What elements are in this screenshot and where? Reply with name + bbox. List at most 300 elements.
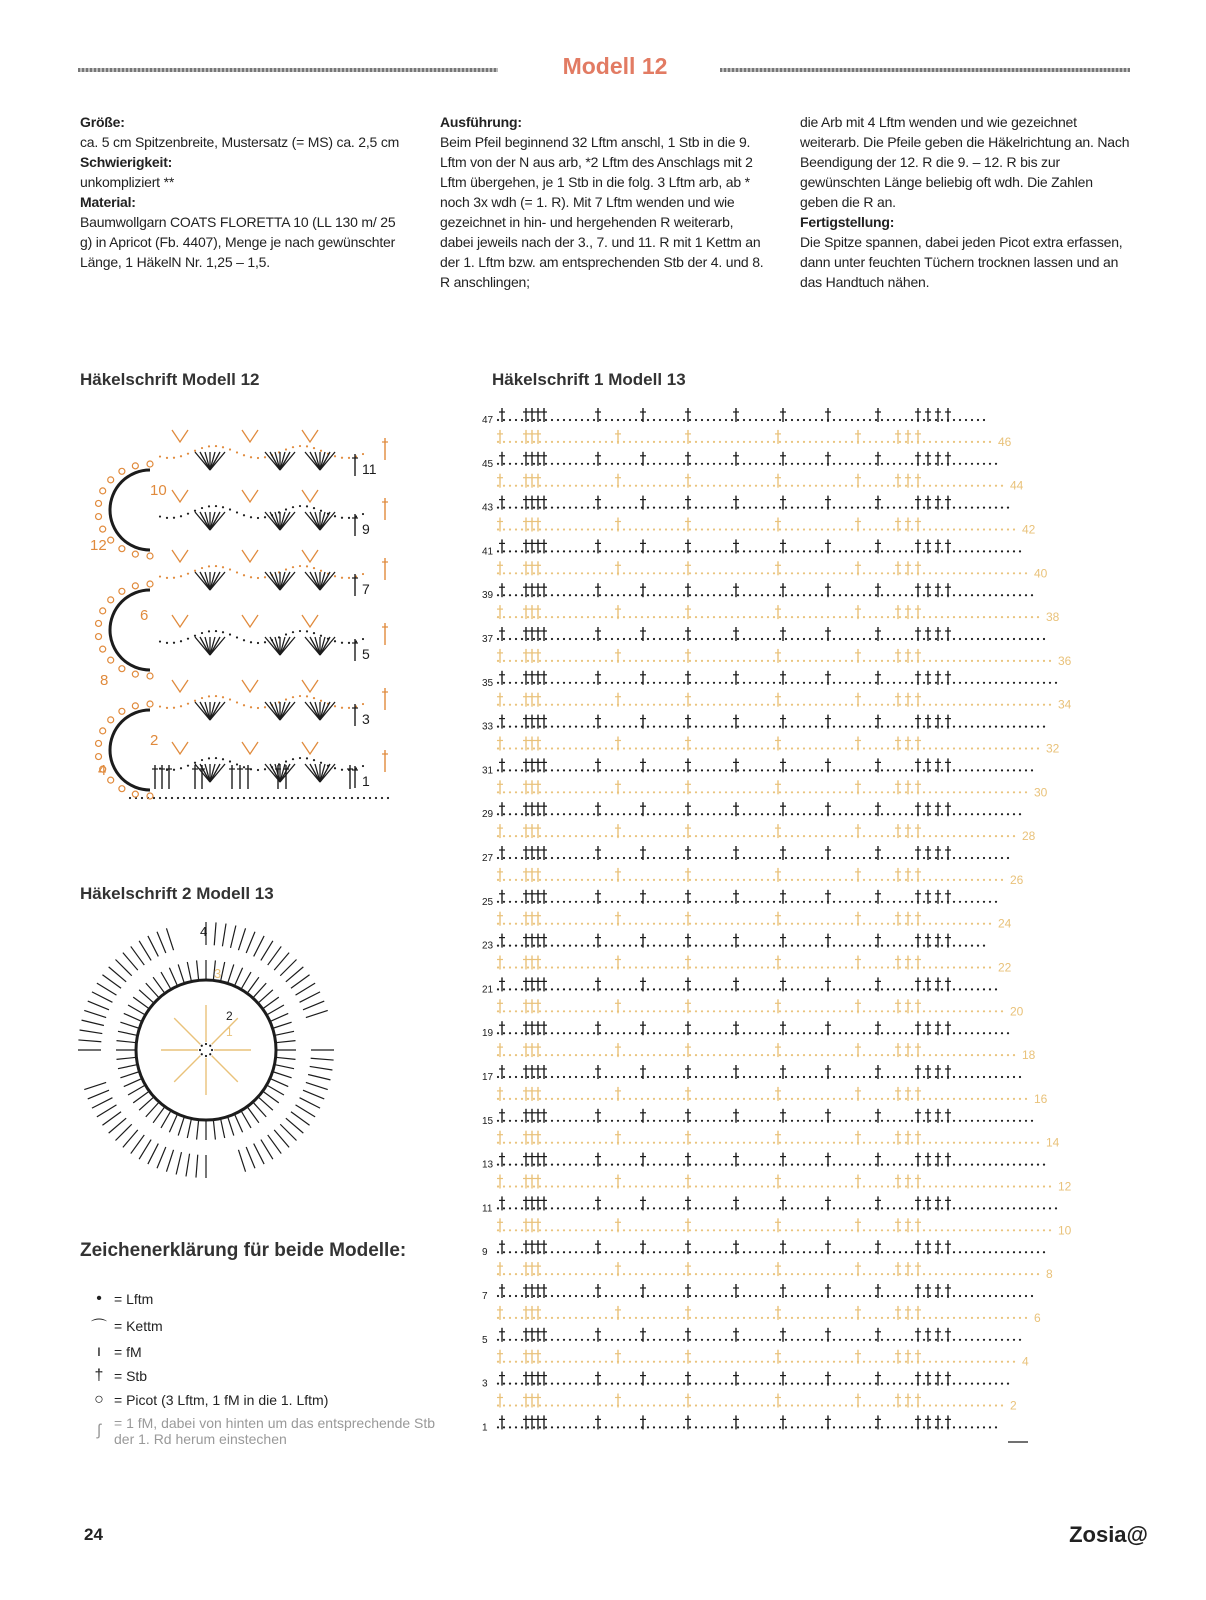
stitch-lftm <box>545 1054 547 1056</box>
stitch-lftm <box>653 879 655 881</box>
stitch-lftm <box>533 441 535 443</box>
stitch-lftm <box>971 441 973 443</box>
row-label: 8 <box>100 672 109 689</box>
stitch-lftm <box>575 857 577 859</box>
stitch-lftm <box>911 1164 913 1166</box>
stitch-lftm <box>569 463 571 465</box>
stitch-lftm <box>575 507 577 509</box>
stitch-lftm <box>527 507 529 509</box>
stitch-lftm <box>497 682 499 684</box>
stitch-lftm <box>923 1142 925 1144</box>
stitch-lftm <box>935 638 937 640</box>
stitch-lftm <box>539 879 541 881</box>
stitch-lftm <box>515 1207 517 1209</box>
stitch-lftm <box>953 550 955 552</box>
stitch-lftm <box>719 1120 721 1122</box>
stitch-lftm <box>527 550 529 552</box>
stitch-lftm <box>761 1120 763 1122</box>
stitch-lftm <box>521 1010 523 1012</box>
stitch-lftm <box>995 901 997 903</box>
stitch-lftm <box>581 1076 583 1078</box>
stitch-lftm <box>755 419 757 421</box>
stitch-lftm <box>497 594 499 596</box>
stitch-lftm <box>515 769 517 771</box>
stitch-lftm <box>773 528 775 530</box>
stitch-lftm <box>737 945 739 947</box>
stitch-lftm <box>941 1076 943 1078</box>
stitch-lftm <box>881 419 883 421</box>
stitch-lftm <box>779 879 781 881</box>
stitch-lftm <box>677 1010 679 1012</box>
stitch-lftm <box>1013 1054 1015 1056</box>
stitch-lftm <box>761 1032 763 1034</box>
stitch-lftm <box>569 528 571 530</box>
stitch-lftm <box>539 1032 541 1034</box>
stitch-lftm <box>995 550 997 552</box>
stitch-lftm <box>683 550 685 552</box>
stitch-lftm <box>791 1010 793 1012</box>
stitch-lftm <box>581 1054 583 1056</box>
stitch-lftm <box>611 1010 613 1012</box>
stitch-lftm <box>533 1207 535 1209</box>
stitch-lftm <box>551 1185 553 1187</box>
stitch-lftm <box>521 1076 523 1078</box>
stitch-lftm <box>785 857 787 859</box>
stitch-lftm <box>923 572 925 574</box>
stitch-lftm <box>635 988 637 990</box>
stitch-lftm <box>327 797 329 799</box>
stitch-lftm <box>977 1054 979 1056</box>
stitch-lftm <box>923 1076 925 1078</box>
stitch-lftm <box>551 704 553 706</box>
stitch-lftm <box>953 1229 955 1231</box>
stitch-lftm <box>749 835 751 837</box>
stitch-lftm <box>629 1076 631 1078</box>
stitch-lftm <box>671 572 673 574</box>
stitch-lftm <box>1013 747 1015 749</box>
stitch-lftm <box>779 638 781 640</box>
stitch-lftm <box>683 945 685 947</box>
stitch-lftm <box>320 635 322 637</box>
stitch-lftm <box>941 835 943 837</box>
stitch-lftm <box>719 1251 721 1253</box>
stitch-lftm <box>509 1229 511 1231</box>
stitch-lftm <box>821 966 823 968</box>
stitch-lftm <box>581 1229 583 1231</box>
stitch-lftm <box>815 419 817 421</box>
stitch-lftm <box>887 1164 889 1166</box>
stitch-lftm <box>593 441 595 443</box>
stitch-lftm <box>623 528 625 530</box>
stitch-lftm <box>647 988 649 990</box>
row-label: 29 <box>482 809 494 821</box>
stitch-lftm <box>515 1142 517 1144</box>
stitch-lftm <box>743 704 745 706</box>
stitch-lftm <box>497 704 499 706</box>
stitch-lftm <box>779 1098 781 1100</box>
stitch-lftm <box>965 901 967 903</box>
stitch-lftm <box>893 1164 895 1166</box>
stitch-lftm <box>503 1054 505 1056</box>
stitch-lftm <box>785 528 787 530</box>
stitch-lftm <box>629 594 631 596</box>
stitch-lftm <box>713 747 715 749</box>
stitch-lftm <box>653 419 655 421</box>
stitch-lftm <box>725 463 727 465</box>
stitch-lftm <box>563 1185 565 1187</box>
stitch-lftm <box>887 1098 889 1100</box>
stitch-lftm <box>881 966 883 968</box>
stitch-lftm <box>611 660 613 662</box>
stitch-lftm <box>215 565 217 567</box>
stitch-lftm <box>581 594 583 596</box>
stitch-lftm <box>989 616 991 618</box>
stitch-lftm <box>1013 1185 1015 1187</box>
stitch-lftm <box>1031 1251 1033 1253</box>
stitch-lftm <box>689 660 691 662</box>
stitch-lftm <box>851 1251 853 1253</box>
stitch-lftm <box>539 1054 541 1056</box>
stitch-lftm <box>755 813 757 815</box>
stitch-lftm <box>677 572 679 574</box>
stitch-lftm <box>557 616 559 618</box>
stitch-lftm <box>653 441 655 443</box>
stitch-lftm <box>839 1054 841 1056</box>
stitch-lftm <box>905 1054 907 1056</box>
stitch-lftm <box>923 463 925 465</box>
stitch-lftm <box>755 857 757 859</box>
stitch-lftm <box>773 1164 775 1166</box>
stitch-lftm <box>521 813 523 815</box>
stitch-lftm <box>809 572 811 574</box>
stitch-lftm <box>593 1251 595 1253</box>
stitch-lftm <box>683 507 685 509</box>
stitch-lftm <box>177 797 179 799</box>
stitch-lftm <box>563 791 565 793</box>
stitch-lftm <box>863 1251 865 1253</box>
stitch-lftm <box>215 695 217 697</box>
stitch-lftm <box>935 660 937 662</box>
stitch-lftm <box>629 726 631 728</box>
side-arc <box>110 470 150 550</box>
stitch-lftm <box>827 485 829 487</box>
stitch-lftm <box>731 1076 733 1078</box>
stitch-lftm <box>911 1229 913 1231</box>
stitch-lftm <box>833 1185 835 1187</box>
stitch-lftm <box>647 1098 649 1100</box>
stitch-lftm <box>725 1054 727 1056</box>
stitch-lftm <box>369 797 371 799</box>
stitch-lftm <box>755 463 757 465</box>
stitch-lftm <box>821 879 823 881</box>
stitch-lftm <box>527 769 529 771</box>
stitch-lftm <box>983 572 985 574</box>
stitch-lftm <box>983 857 985 859</box>
stitch-lftm <box>857 726 859 728</box>
stitch-lftm <box>929 988 931 990</box>
stitch-lftm <box>497 835 499 837</box>
stitch-lftm <box>159 705 161 707</box>
stitch-lftm <box>977 726 979 728</box>
stitch-lftm <box>803 572 805 574</box>
stitch-lftm <box>923 791 925 793</box>
stitch-lftm <box>785 1076 787 1078</box>
stitch-lftm <box>911 1185 913 1187</box>
stitch-lftm <box>701 704 703 706</box>
stitch-lftm <box>1019 1207 1021 1209</box>
stitch-lftm <box>557 1098 559 1100</box>
stitch-lftm <box>659 1098 661 1100</box>
stitch-lftm <box>719 1229 721 1231</box>
stitch-lftm <box>527 1251 529 1253</box>
stitch-lftm <box>707 857 709 859</box>
stitch-lftm <box>387 797 389 799</box>
chart13-1-heading: Häkelschrift 1 Modell 13 <box>492 370 686 389</box>
stitch-lftm <box>845 1076 847 1078</box>
stitch-lftm <box>1007 682 1009 684</box>
stitch-lftm <box>911 616 913 618</box>
stitch-lftm <box>713 901 715 903</box>
stitch-lftm <box>881 1164 883 1166</box>
stitch-lftm <box>533 485 535 487</box>
stitch-lftm <box>935 1164 937 1166</box>
stitch-lftm <box>194 450 196 452</box>
stitch-lftm <box>545 594 547 596</box>
stitch-lftm <box>533 879 535 881</box>
stitch-lftm <box>1007 704 1009 706</box>
stitch-lftm <box>587 769 589 771</box>
stitch-lftm <box>581 704 583 706</box>
stitch-lftm <box>629 638 631 640</box>
stitch-lftm <box>821 1229 823 1231</box>
stitch-lftm <box>743 1185 745 1187</box>
stitch-lftm <box>929 879 931 881</box>
stitch-lftm <box>827 616 829 618</box>
stitch-lftm <box>959 769 961 771</box>
stitch-lftm <box>569 507 571 509</box>
stitch-lftm <box>833 966 835 968</box>
stitch-lftm <box>995 572 997 574</box>
stitch-lftm <box>887 485 889 487</box>
stitch-lftm <box>605 1164 607 1166</box>
stitch-lftm <box>611 791 613 793</box>
stitch-lftm <box>941 1098 943 1100</box>
stitch-lftm <box>593 419 595 421</box>
stitch-lftm <box>743 660 745 662</box>
stitch-lftm <box>635 791 637 793</box>
stitch-lftm <box>989 550 991 552</box>
stitch-lftm <box>791 1032 793 1034</box>
stitch-lftm <box>731 1142 733 1144</box>
stitch-lftm <box>527 945 529 947</box>
stitch-lftm <box>623 769 625 771</box>
stitch-lftm <box>659 638 661 640</box>
material-heading: Material: <box>80 194 136 210</box>
stitch-lftm <box>875 988 877 990</box>
stitch-lftm <box>749 572 751 574</box>
stitch-lftm <box>569 660 571 662</box>
stitch-lftm <box>539 923 541 925</box>
stitch-lftm <box>995 1010 997 1012</box>
stitch-lftm <box>1049 1229 1051 1231</box>
stitch-lftm <box>563 463 565 465</box>
stitch-lftm <box>911 528 913 530</box>
stitch-lftm <box>869 988 871 990</box>
stitch-lftm <box>569 726 571 728</box>
stitch-lftm <box>743 441 745 443</box>
stitch-lftm <box>905 638 907 640</box>
stitch-lftm <box>521 835 523 837</box>
stitch-lftm <box>803 1098 805 1100</box>
stitch-lftm <box>863 441 865 443</box>
stitch-lftm <box>689 835 691 837</box>
row-label: 32 <box>1046 741 1060 756</box>
stitch-lftm <box>659 528 661 530</box>
stitch-lftm <box>995 747 997 749</box>
stitch-lftm <box>821 857 823 859</box>
row-label: 31 <box>482 765 494 777</box>
stitch-lftm <box>665 901 667 903</box>
stitch-lftm <box>803 901 805 903</box>
stitch-lftm <box>749 857 751 859</box>
stitch-lftm <box>953 966 955 968</box>
stitch-lftm <box>989 813 991 815</box>
stitch-lftm <box>899 616 901 618</box>
stitch-lftm <box>623 1207 625 1209</box>
fan-stitch <box>200 512 210 530</box>
stitch-lftm <box>605 945 607 947</box>
stitch-lftm <box>731 966 733 968</box>
stitch-lftm <box>767 923 769 925</box>
stitch-lftm <box>539 813 541 815</box>
stitch-lftm <box>1013 769 1015 771</box>
row-label: 27 <box>482 853 494 864</box>
stitch-lftm <box>707 1207 709 1209</box>
stitch-lftm <box>173 457 175 459</box>
stitch-lftm <box>935 988 937 990</box>
stitch-lftm <box>995 660 997 662</box>
stitch-lftm <box>881 1076 883 1078</box>
stitch-lftm <box>569 1054 571 1056</box>
stitch-lftm <box>887 572 889 574</box>
stitch-lftm <box>911 1251 913 1253</box>
stitch-lftm <box>557 945 559 947</box>
stitch-lftm <box>971 419 973 421</box>
picot <box>108 477 114 483</box>
stitch-lftm <box>821 747 823 749</box>
picot <box>147 793 153 799</box>
stitch-lftm <box>935 923 937 925</box>
stitch-lftm <box>863 1010 865 1012</box>
stitch-lftm <box>959 791 961 793</box>
row-label: 6 <box>140 607 149 624</box>
stitch-lftm <box>497 419 499 421</box>
stitch-lftm <box>773 1098 775 1100</box>
stitch-lftm <box>611 835 613 837</box>
stitch-lftm <box>1019 704 1021 706</box>
row-label: 14 <box>1046 1135 1060 1150</box>
stitch-lftm <box>827 1185 829 1187</box>
stitch-lftm <box>611 485 613 487</box>
stitch-lftm <box>929 1098 931 1100</box>
stitch-lftm <box>623 1010 625 1012</box>
stitch-lftm <box>527 1120 529 1122</box>
stitch-lftm <box>653 485 655 487</box>
stitch-lftm <box>647 726 649 728</box>
stitch-lftm <box>250 641 252 643</box>
stitch-lftm <box>989 1098 991 1100</box>
stitch-lftm <box>767 1251 769 1253</box>
stitch-lftm <box>995 1054 997 1056</box>
stitch-lftm <box>929 550 931 552</box>
stitch-lftm <box>953 1076 955 1078</box>
stitch-lftm <box>587 1054 589 1056</box>
stitch-lftm <box>863 813 865 815</box>
stitch-lftm <box>497 1032 499 1034</box>
stitch-lftm <box>983 682 985 684</box>
stitch-lftm <box>827 747 829 749</box>
stitch-lftm <box>983 1120 985 1122</box>
row-label: 2 <box>150 732 159 749</box>
stitch-lftm <box>953 1185 955 1187</box>
stitch-lftm <box>773 835 775 837</box>
stitch-lftm <box>755 594 757 596</box>
stitch-lftm <box>521 1207 523 1209</box>
stitch-lftm <box>243 704 245 706</box>
stitch-lftm <box>551 616 553 618</box>
stitch-lftm <box>977 1229 979 1231</box>
stitch-lftm <box>785 1229 787 1231</box>
stitch-lftm <box>797 485 799 487</box>
stitch-lftm <box>647 1207 649 1209</box>
stitch-lftm <box>755 1251 757 1253</box>
stitch-lftm <box>713 507 715 509</box>
stitch-lftm <box>569 1032 571 1034</box>
stitch-lftm <box>503 1229 505 1231</box>
stitch-lftm <box>623 1032 625 1034</box>
stitch-lftm <box>899 1076 901 1078</box>
stitch-lftm <box>929 572 931 574</box>
stitch-lftm <box>261 797 263 799</box>
stitch-lftm <box>689 441 691 443</box>
stitch-lftm <box>285 698 287 700</box>
stitch-lftm <box>755 572 757 574</box>
stitch-lftm <box>509 835 511 837</box>
stitch-lftm <box>701 966 703 968</box>
stitch-lftm <box>635 1142 637 1144</box>
stitch-lftm <box>989 704 991 706</box>
stitch-lftm <box>833 507 835 509</box>
stitch-lftm <box>863 594 865 596</box>
stitch-lftm <box>797 726 799 728</box>
stitch-lftm <box>581 463 583 465</box>
stitch-lftm <box>791 1185 793 1187</box>
row-label: 1 <box>362 773 370 789</box>
stitch-lftm <box>779 1185 781 1187</box>
stitch-lftm <box>731 1054 733 1056</box>
stitch-lftm <box>509 1010 511 1012</box>
stitch-lftm <box>539 791 541 793</box>
stitch-lftm <box>815 485 817 487</box>
stitch-lftm <box>773 923 775 925</box>
stitch-lftm <box>521 419 523 421</box>
stitch-lftm <box>1001 791 1003 793</box>
stitch-lftm <box>737 594 739 596</box>
stitch-lftm <box>995 528 997 530</box>
stitch-lftm <box>941 419 943 421</box>
stitch-lftm <box>671 813 673 815</box>
stitch-lftm <box>599 1098 601 1100</box>
